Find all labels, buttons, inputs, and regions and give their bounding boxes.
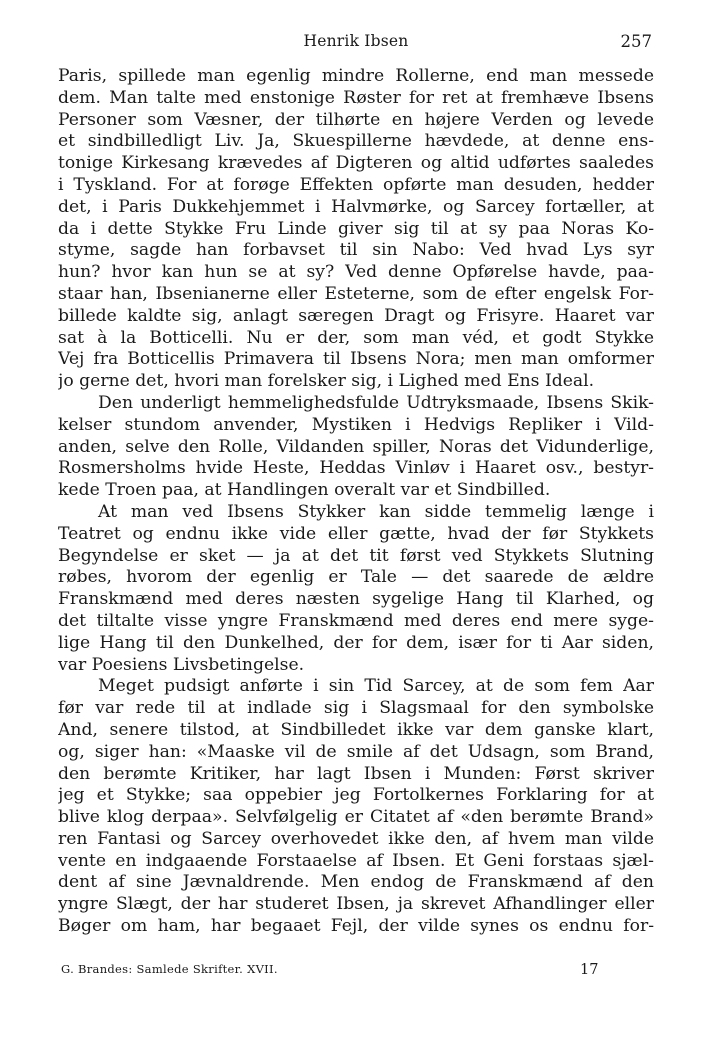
- text-line: i Tyskland. For at forøge Effekten opførte man desuden, hedder: [58, 174, 654, 195]
- text-line: var Poesiens Livsbetingelse.: [58, 654, 305, 675]
- text-line: sat à la Botticelli. Nu er der, som man véd, et godt Stykke: [58, 327, 654, 348]
- text-line: dem. Man talte med enstonige Røster for ret at fremhæve Ibsens: [58, 87, 654, 108]
- text-line: Teatret og endnu ikke vide eller gætte, hvad der før Stykkets: [58, 523, 654, 544]
- text-line: Franskmænd med deres næsten sygelige Hang til Klarhed, og: [58, 589, 654, 610]
- text-line: og, siger han: «Maaske vil de smile af det Udsagn, som Brand,: [58, 741, 654, 762]
- text-line: tonige Kirkesang krævedes af Digteren og altid udførtes saaledes: [58, 153, 654, 174]
- text-line: anden, selve den Rolle, Vildanden spiller, Noras det Vidunderlige,: [58, 436, 654, 457]
- text-line: vente en indgaaende Forstaaelse af Ibsen. Et Geni forstaas sjæl-: [58, 850, 654, 871]
- text-line: Den underligt hemmelighedsfulde Udtryksmaade, Ibsens Skik-: [98, 392, 654, 413]
- text-line: Meget pudsigt anførte i sin Tid Sarcey, at de som fem Aar: [98, 676, 654, 697]
- text-line: And, senere tilstod, at Sindbilledet ikke var dem ganske klart,: [58, 719, 654, 740]
- text-line: blive klog derpaa». Selvfølgelig er Citatet af «den berømte Brand»: [58, 807, 654, 828]
- text-line: staar han, Ibsenianerne eller Esteterne, som de efter engelsk For-: [58, 283, 654, 304]
- page-number: 257: [620, 32, 652, 51]
- text-line: kelser stundom anvender, Mystiken i Hedvigs Repliker i Vild-: [58, 414, 654, 435]
- text-line: hun? hvor kan hun se at sy? Ved denne Opførelse havde, paa-: [58, 262, 654, 283]
- text-line: Vej fra Botticellis Primavera til Ibsens Nora; men man omformer: [58, 349, 654, 370]
- text-line: et sindbilledligt Liv. Ja, Skuespillerne hævdede, at denne ens-: [58, 131, 654, 152]
- text-line: dent af sine Jævnaldrende. Men endog de Franskmænd af den: [58, 872, 654, 893]
- running-head: Henrik Ibsen: [303, 32, 409, 50]
- text-line: ren Fantasi og Sarcey overhovedet ikke den, af hvem man vilde: [58, 828, 654, 849]
- signature-mark: 17: [580, 962, 599, 978]
- text-line: Paris, spillede man egenlig mindre Rollerne, end man messede: [58, 66, 654, 86]
- text-line: styme, sagde han forbavset til sin Nabo: Ved hvad Lys syr: [58, 240, 654, 261]
- text-line: At man ved Ibsens Stykker kan sidde temmelig længe i: [98, 501, 654, 522]
- text-line: kede Troen paa, at Handlingen overalt var et Sindbilled.: [58, 480, 551, 501]
- text-line: røbes, hvorom der egenlig er Tale — det saarede de ældre: [58, 567, 654, 588]
- text-line: billede kaldte sig, anlagt særegen Dragt og Frisyre. Haaret var: [58, 305, 654, 326]
- text-line: før var rede til at indlade sig i Slagsmaal for den symbolske: [58, 698, 654, 719]
- footer-credit: G. Brandes: Samlede Skrifter. XVII.: [61, 962, 278, 976]
- page-header: [58, 32, 654, 56]
- body-text: [58, 66, 654, 938]
- text-line: jeg et Stykke; saa oppebier jeg Fortolkernes Forklaring for at: [58, 785, 654, 806]
- text-line: den berømte Kritiker, har lagt Ibsen i Munden: Først skriver: [58, 763, 654, 784]
- text-line: da i dette Stykke Fru Linde giver sig til at sy paa Noras Ko-: [58, 218, 654, 239]
- text-line: det tiltalte visse yngre Franskmænd med deres end mere syge-: [58, 610, 654, 631]
- text-line: det, i Paris Dukkehjemmet i Halvmørke, og Sarcey fortæller, at: [58, 196, 654, 217]
- text-line: Begyndelse er sket — ja at det tit først ved Stykkets Slutning: [58, 545, 654, 566]
- text-line: yngre Slægt, der har studeret Ibsen, ja skrevet Afhandlinger eller: [58, 894, 654, 915]
- text-line: Rosmersholms hvide Heste, Heddas Vinløv i Haaret osv., bestyr-: [58, 458, 654, 479]
- page-footer: [58, 962, 654, 982]
- text-line: jo gerne det, hvori man forelsker sig, i Lighed med Ens Ideal.: [58, 371, 595, 392]
- text-line: lige Hang til den Dunkelhed, der for dem, især for ti Aar siden,: [58, 632, 654, 653]
- text-line: Personer som Væsner, der tilhørte en højere Verden og levede: [58, 109, 654, 130]
- text-line: Bøger om ham, har begaaet Fejl, der vilde synes os endnu for-: [58, 916, 654, 937]
